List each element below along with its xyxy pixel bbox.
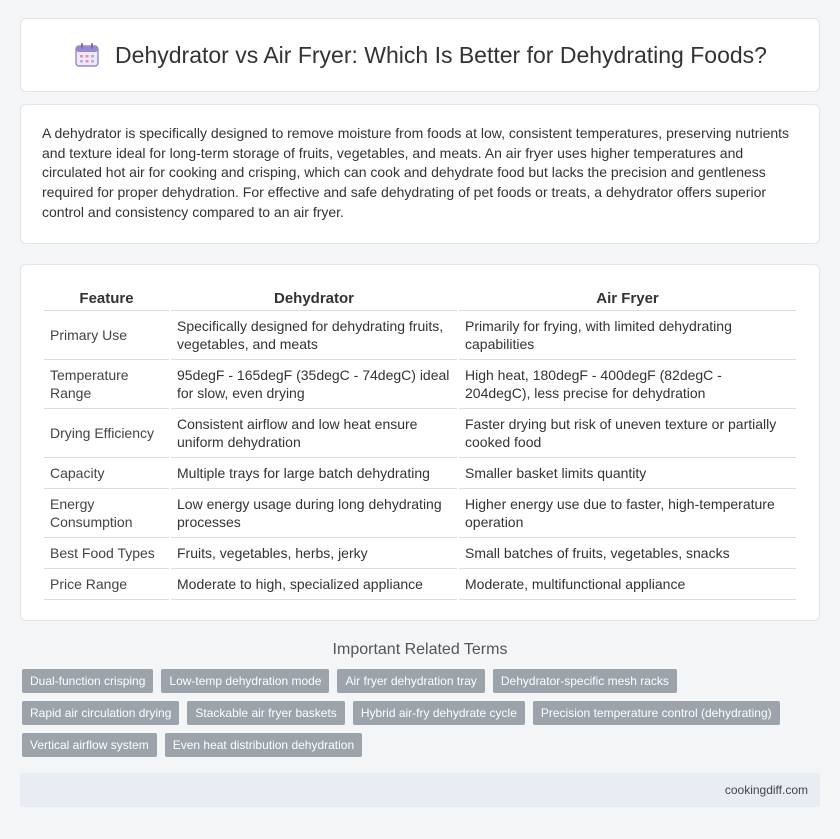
related-term-tag[interactable]: Precision temperature control (dehydrating) (533, 701, 780, 725)
table-row (44, 538, 796, 569)
table-row (44, 458, 796, 489)
intro-paragraph: A dehydrator is specifically designed to remove moisture from foods at low, consistent temperatures, preserving nutrients and texture ideal for long-term storage of fruits, vegetables, and meats. An air fryer uses higher temperatures and circulated hot air for cooking and crisping, which can cook and dehydrate food but lacks the precision and gentleness required for proper dehydration. For effective and safe dehydrating of pet foods or treats, a dehydrator offers superior control and consistency compared to an air fryer. (20, 104, 820, 244)
dehydrator-cell: Multiple trays for large batch dehydrating (171, 458, 457, 489)
table-row (44, 360, 796, 409)
air-fryer-cell: Smaller basket limits quantity (459, 458, 796, 489)
air-fryer-cell: High heat, 180degF - 400degF (82degC - 204degC), less precise for dehydration (459, 360, 796, 409)
feature-cell: Best Food Types (44, 538, 169, 569)
air-fryer-cell: Faster drying but risk of uneven texture or partially cooked food (459, 409, 796, 458)
related-term-tag[interactable]: Low-temp dehydration mode (161, 669, 329, 693)
air-fryer-cell: Primarily for frying, with limited dehydrating capabilities (459, 311, 796, 360)
air-fryer-cell: Higher energy use due to faster, high-temperature operation (459, 489, 796, 538)
related-term-tag[interactable]: Dual-function crisping (22, 669, 153, 693)
comparison-card (20, 264, 820, 621)
air-fryer-cell: Small batches of fruits, vegetables, snacks (459, 538, 796, 569)
dehydrator-cell: Consistent airflow and low heat ensure uniform dehydration (171, 409, 457, 458)
feature-cell: Energy Consumption (44, 489, 169, 538)
feature-cell: Drying Efficiency (44, 409, 169, 458)
column-header-air-fryer: Air Fryer (459, 287, 796, 311)
feature-cell: Capacity (44, 458, 169, 489)
table-row (44, 569, 796, 600)
related-term-tag[interactable]: Air fryer dehydration tray (337, 669, 484, 693)
table-row (44, 311, 796, 360)
feature-cell: Primary Use (44, 311, 169, 360)
related-terms-list (22, 669, 818, 757)
table-row (44, 489, 796, 538)
feature-cell: Temperature Range (44, 360, 169, 409)
feature-cell: Price Range (44, 569, 169, 600)
footer (20, 773, 820, 807)
dehydrator-cell: Low energy usage during long dehydrating processes (171, 489, 457, 538)
dehydrator-cell: Moderate to high, specialized appliance (171, 569, 457, 600)
related-term-tag[interactable]: Dehydrator-specific mesh racks (493, 669, 677, 693)
page-header (20, 18, 820, 92)
air-fryer-cell: Moderate, multifunctional appliance (459, 569, 796, 600)
related-term-tag[interactable]: Even heat distribution dehydration (165, 733, 362, 757)
related-term-tag[interactable]: Hybrid air-fry dehydrate cycle (353, 701, 525, 725)
site-link[interactable]: cookingdiff.com (724, 782, 808, 797)
table-header-row (44, 287, 796, 311)
column-header-feature: Feature (44, 287, 169, 311)
column-header-dehydrator: Dehydrator (171, 287, 457, 311)
calendar-icon (73, 41, 101, 69)
related-terms-title: Important Related Terms (332, 640, 508, 658)
related-term-tag[interactable]: Stackable air fryer baskets (187, 701, 344, 725)
page-title: Dehydrator vs Air Fryer: Which Is Better for Dehydrating Foods? (115, 41, 767, 68)
dehydrator-cell: Fruits, vegetables, herbs, jerky (171, 538, 457, 569)
dehydrator-cell: Specifically designed for dehydrating fruits, vegetables, and meats (171, 311, 457, 360)
related-term-tag[interactable]: Rapid air circulation drying (22, 701, 179, 725)
table-row (44, 409, 796, 458)
dehydrator-cell: 95degF - 165degF (35degC - 74degC) ideal for slow, even drying (171, 360, 457, 409)
related-term-tag[interactable]: Vertical airflow system (22, 733, 157, 757)
comparison-table (42, 287, 798, 600)
